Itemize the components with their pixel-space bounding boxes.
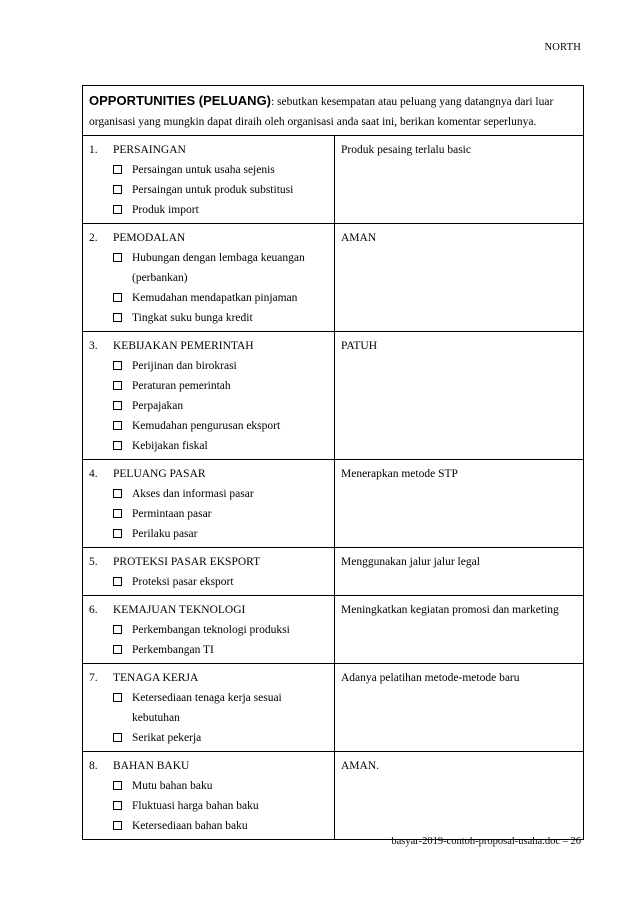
category-title-text: TENAGA KERJA [113,672,199,684]
intro-row [83,86,584,136]
checklist-item-label: Persaingan untuk produk substitusi [132,184,294,196]
checklist-item-label: Akses dan informasi pasar [132,488,254,500]
checkbox-square-icon [113,185,122,194]
checklist-item-label: Hubungan dengan lembaga keuangan (perbankan) [132,252,305,284]
checklist-item [89,248,328,288]
checklist-item [89,572,328,592]
category-number: 4. [89,468,98,480]
intro-label: OPPORTUNITIES (PELUANG) [89,93,272,108]
category-title-text: PROTEKSI PASAR EKSPORT [113,556,261,568]
checklist-item-label: Persaingan untuk usaha sejenis [132,164,275,176]
category-title-text: KEMAJUAN TEKNOLOGI [113,604,246,616]
checklist-item [89,416,328,436]
checklist-item-label: Serikat pekerja [132,732,202,744]
category-cell [83,460,335,548]
checkbox-square-icon [113,361,122,370]
checkbox-square-icon [113,401,122,410]
checklist-item [89,816,328,836]
checklist-item-label: Ketersediaan tenaga kerja sesuai kebutuhan [132,692,282,724]
checklist-item [89,396,328,416]
checkbox-square-icon [113,165,122,174]
checklist-item-label: Tingkat suku bunga kredit [132,312,253,324]
checklist-item [89,796,328,816]
comment-cell: AMAN. [335,752,584,840]
comment-cell: PATUH [335,332,584,460]
intro-cell [83,86,584,136]
category-title-text: PEMODALAN [113,232,186,244]
checklist-item [89,180,328,200]
checkbox-square-icon [113,489,122,498]
checkbox-square-icon [113,293,122,302]
checklist-item [89,436,328,456]
category-number: 7. [89,672,98,684]
category-title [89,756,328,776]
checkbox-square-icon [113,529,122,538]
checklist-item [89,728,328,748]
checklist-item-label: Perilaku pasar [132,528,198,540]
checklist-item-label: Produk import [132,204,199,216]
checklist-item-label: Peraturan pemerintah [132,380,231,392]
checkbox-square-icon [113,313,122,322]
checkbox-square-icon [113,693,122,702]
checkbox-square-icon [113,625,122,634]
checklist-item-label: Mutu bahan baku [132,780,213,792]
category-title [89,464,328,484]
opportunity-row [83,752,584,840]
checklist-item [89,620,328,640]
checklist-item [89,688,328,728]
category-title-text: BAHAN BAKU [113,760,190,772]
checklist-item-label: Permintaan pasar [132,508,212,520]
category-cell [83,752,335,840]
checklist-item-label: Perpajakan [132,400,184,412]
category-title-text: PELUANG PASAR [113,468,206,480]
checklist-item-label: Kemudahan pengurusan eksport [132,420,281,432]
checklist [89,248,328,328]
checklist-item-label: Kebijakan fiskal [132,440,208,452]
opportunities-table-container [82,85,584,840]
category-title-text: PERSAINGAN [113,144,186,156]
category-title [89,552,328,572]
checklist-item [89,308,328,328]
comment-cell: AMAN [335,224,584,332]
category-number: 8. [89,760,98,772]
checkbox-square-icon [113,441,122,450]
checklist-item-label: Fluktuasi harga bahan baku [132,800,259,812]
checklist-item [89,200,328,220]
category-cell [83,664,335,752]
checklist-item [89,160,328,180]
page-footer: basyar-2019-contoh-proposal-usaha.doc – 26 [391,836,581,847]
category-number: 1. [89,144,98,156]
category-number: 3. [89,340,98,352]
checklist-item [89,484,328,504]
category-title [89,228,328,248]
checkbox-square-icon [113,733,122,742]
checkbox-square-icon [113,801,122,810]
category-title [89,668,328,688]
comment-cell: Produk pesaing terlalu basic [335,136,584,224]
checklist-item-label: Proteksi pasar eksport [132,576,234,588]
checklist [89,572,328,592]
opportunity-row [83,224,584,332]
checklist-item [89,640,328,660]
category-cell [83,548,335,596]
comment-cell: Adanya pelatihan metode-metode baru [335,664,584,752]
checklist-item-label: Kemudahan mendapatkan pinjaman [132,292,298,304]
comment-cell: Meningkatkan kegiatan promosi dan marketing [335,596,584,664]
checklist [89,356,328,456]
comment-cell: Menerapkan metode STP [335,460,584,548]
checklist-item-label: Perijinan dan birokrasi [132,360,237,372]
opportunity-row [83,332,584,460]
checklist-item [89,504,328,524]
category-cell [83,596,335,664]
checkbox-square-icon [113,253,122,262]
checklist-item [89,288,328,308]
page-header: NORTH [544,42,581,53]
checklist [89,620,328,660]
category-cell [83,224,335,332]
checklist-item [89,356,328,376]
checklist-item [89,376,328,396]
checklist-item-label: Perkembangan TI [132,644,214,656]
checklist [89,688,328,748]
category-number: 6. [89,604,98,616]
checkbox-square-icon [113,645,122,654]
opportunity-row [83,460,584,548]
category-cell [83,332,335,460]
checklist [89,484,328,544]
opportunity-row [83,548,584,596]
checklist [89,776,328,836]
opportunity-row [83,664,584,752]
category-number: 5. [89,556,98,568]
checklist-item [89,524,328,544]
checklist-item [89,776,328,796]
checkbox-square-icon [113,381,122,390]
checkbox-square-icon [113,421,122,430]
category-title-text: KEBIJAKAN PEMERINTAH [113,340,254,352]
checkbox-square-icon [113,821,122,830]
comment-cell: Menggunakan jalur jalur legal [335,548,584,596]
opportunity-row [83,136,584,224]
checklist-item-label: Perkembangan teknologi produksi [132,624,290,636]
category-title [89,140,328,160]
checklist [89,160,328,220]
category-title [89,600,328,620]
intro-text: : sebutkan kesempatan atau peluang yang datangnya dari luar organisasi yang mungkin dapat diraih oleh organisasi anda saat ini, berikan komentar seperlunya. [89,96,554,128]
category-title [89,336,328,356]
checkbox-square-icon [113,509,122,518]
checkbox-square-icon [113,577,122,586]
opportunity-row [83,596,584,664]
checklist-item-label: Ketersediaan bahan baku [132,820,248,832]
checkbox-square-icon [113,781,122,790]
opportunities-table [82,85,584,840]
checkbox-square-icon [113,205,122,214]
category-number: 2. [89,232,98,244]
category-cell [83,136,335,224]
